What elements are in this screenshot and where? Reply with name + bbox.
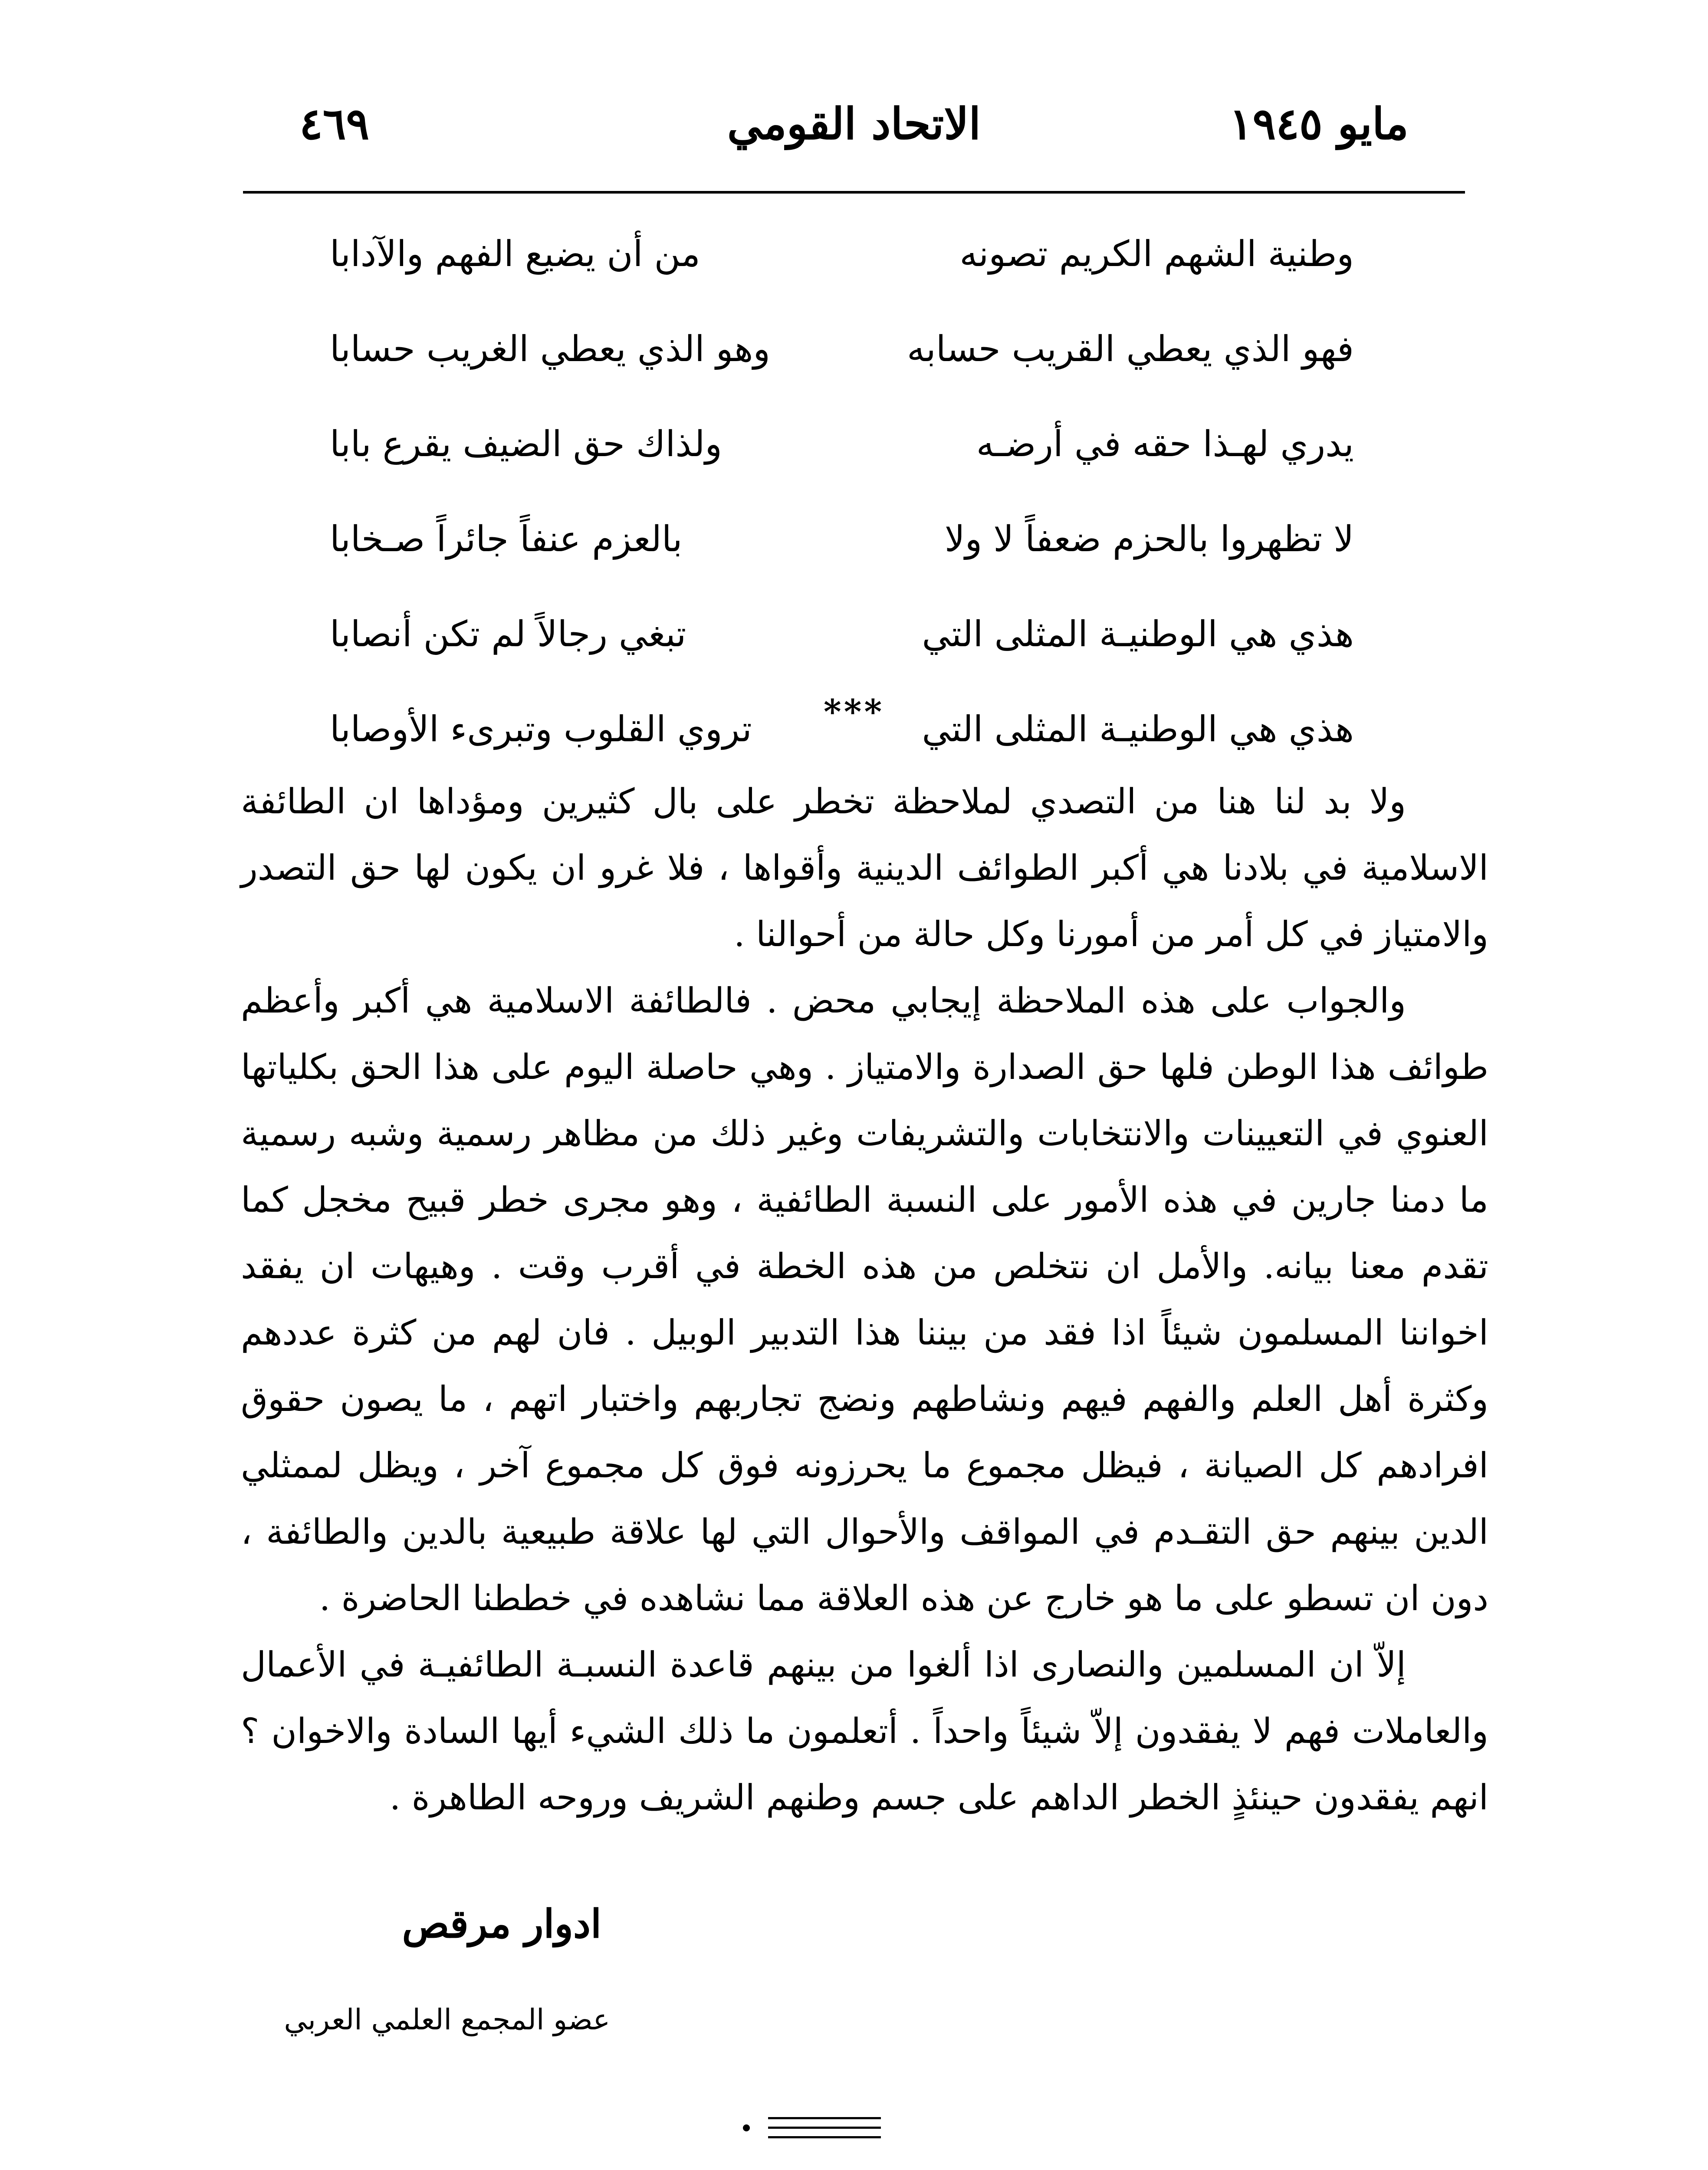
header-date: مايو ١٩٤٥ — [1229, 98, 1409, 149]
verse-second-hemistich: تروي القلوب وتبرىء الأوصابا — [330, 709, 752, 750]
article-body — [241, 768, 1488, 1831]
verse-first-hemistich: هذي هي الوطنيـة المثلى التي — [922, 709, 1354, 750]
verse-first-hemistich: لا تظهروا بالحزم ضعفاً لا ولا — [944, 519, 1354, 560]
end-ornament-line — [768, 2127, 881, 2129]
paragraph: ولا بد لنا هنا من التصدي لملاحظة تخطر على بال كثيرين ومؤداها ان الطائفة الاسلامية في بلادنا هي أكبر الطوائف الدينية وأقواها ، فلا غرو ان يكون لها حق التصدر والامتياز في كل أمر من أمورنا وكل حالة من أحوالنا . — [241, 781, 1488, 954]
section-separator: *** — [823, 692, 885, 732]
end-ornament-dot — [743, 2124, 750, 2131]
poem-verse — [330, 327, 1354, 422]
author-signature: ادوار مرقص — [402, 1901, 601, 1947]
end-ornament-line — [768, 2136, 881, 2138]
author-title: عضو المجمع العلمي العربي — [284, 2003, 610, 2036]
header-divider — [243, 191, 1465, 194]
verse-second-hemistich: ولذاك حق الضيف يقرع بابا — [330, 424, 722, 465]
paragraph: والجواب على هذه الملاحظة إيجابي محض . فالطائفة الاسلامية هي أكبر وأعظم طوائف هذا الوطن فلها حق الصدارة والامتياز . وهي حاصلة اليوم على هذا الحق بكلياتها العنوي في التعيينات والانتخابات والتشريفات وغير ذلك من مظاهر رسمية وشبه رسمية ما دمنا جارين في هذه الأمور على النسبة الطائفية ، وهو مجرى خطر قبيح مخجل كما تقدم معنا بيانه. والأمل ان نتخلص من هذه الخطة في أقرب وقت . وهيهات ان يفقد اخواننا المسلمون شيئاً اذا فقد من بيننا هذا التدبير الوبيل . فان لهم من كثرة عددهم وكثرة أهل العلم والفهم فيهم ونشاطهم ونضج تجاربهم واختبار اتهم ، ما يصون حقوق افرادهم كل الصيانة ، فيظل مجموع ما يحرزونه فوق كل مجموع آخر ، ويظل لممثلي الدين بينهم حق التقـدم في المواقف والأحوال التي لها علاقة طبيعية بالدين والطائفة ، دون ان تسطو على ما هو خارج عن هذه العلاقة مما نشاهده في خططنا الحاضرة . — [241, 980, 1488, 1618]
verse-first-hemistich: وطنية الشهم الكريم تصونه — [959, 233, 1354, 275]
verse-second-hemistich: بالعزم عنفاً جائراً صـخابا — [330, 519, 683, 560]
header-page-number: ٤٦٩ — [299, 98, 370, 149]
poem-verse — [330, 422, 1354, 517]
poem-verse — [330, 232, 1354, 327]
verse-second-hemistich: وهو الذي يعطي الغريب حسابا — [330, 329, 770, 370]
end-ornament-line — [768, 2117, 881, 2119]
verse-second-hemistich: من أن يضيع الفهم والآدابا — [330, 233, 700, 275]
header-journal-title: الاتحاد القومي — [727, 98, 981, 149]
verse-first-hemistich: يدري لهـذا حقه في أرضـه — [976, 424, 1354, 465]
verse-first-hemistich: فهو الذي يعطي القريب حسابه — [907, 329, 1354, 370]
poem-verse — [330, 517, 1354, 612]
paragraph: إلاّ ان المسلمين والنصارى اذا ألغوا من بينهم قاعدة النسبـة الطائفيـة في الأعمال والعاملات فهم لا يفقدون إلاّ شيئاً واحداً . أتعلمون ما ذلك الشيء أيها السادة والاخوان ؟ انهم يفقدون حينئذٍ الخطر الداهم على جسم وطنهم الشريف وروحه الطاهرة . — [241, 1644, 1488, 1818]
verse-second-hemistich: تبغي رجالاً لم تكن أنصابا — [330, 614, 686, 655]
verse-first-hemistich: هذي هي الوطنيـة المثلى التي — [922, 614, 1354, 655]
